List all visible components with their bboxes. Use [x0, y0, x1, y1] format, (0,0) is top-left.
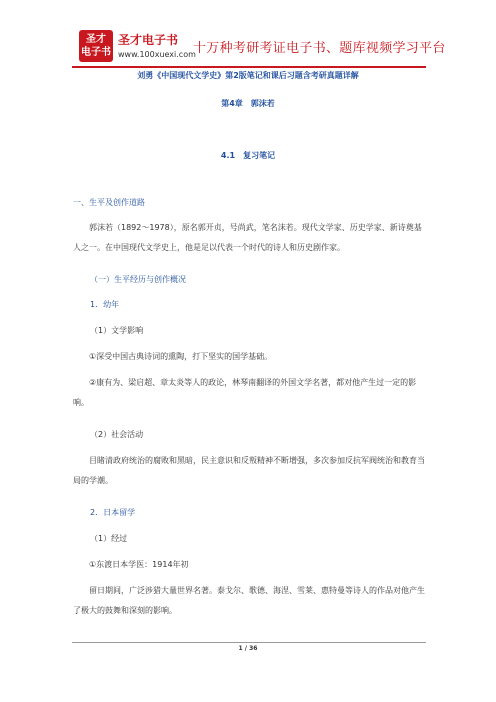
paragraph-social: 目睹清政府统治的腐败和黑暗，民主意识和反叛精神不断增强，多次参加反抗军阀统治和教育当局的学潮。	[73, 456, 425, 485]
chapter-heading: 第4章 郭沫若	[221, 99, 275, 108]
paragraph-intro: 郭沫若（1892～1978），原名郭开贞，号尚武，笔名沫若。现代文学家、历史学家、新诗奠基人之一。在中国现代文学史上，他是足以代表一个时代的诗人和历史剧作家。	[73, 223, 422, 252]
page-header	[0, 0, 496, 70]
item-experience: （1）经过	[90, 534, 128, 543]
heading-life: 一、生平及创作道路	[73, 198, 145, 207]
item-study-medicine: ①东渡日本学医：1914年初	[89, 560, 189, 569]
item-social-activities: （2）社会活动	[90, 430, 144, 439]
header-divider	[72, 66, 426, 68]
page-number: 1 / 36	[238, 645, 258, 652]
subheading-overview: （一）生平经历与创作概况	[90, 275, 186, 284]
subheading-childhood: 1．幼年	[90, 300, 120, 309]
subheading-japan: 2．日本留学	[90, 508, 136, 517]
item-political-essays: ②康有为、梁启超、章太炎等人的政论，林琴南翻译的外国文学名著，都对他产生过一定的影响。	[73, 378, 417, 407]
logo-line-2: 电子书	[81, 47, 111, 58]
logo-icon	[79, 30, 113, 62]
book-title: 刘勇《中国现代文学史》第2版笔记和课后习题含考研真题详解	[137, 71, 359, 80]
footer-divider	[72, 642, 426, 643]
brand-url: www.100xuexi.com	[118, 50, 196, 59]
header-slogan: 十万种考研考证电子书、题库视频学习平台	[193, 41, 446, 56]
brand-name: 圣才电子书	[118, 33, 179, 47]
paragraph-reading: 留日期间，广泛涉猎大量世界名著。泰戈尔、歌德、海涅、雪莱、惠特曼等诗人的作品对他产生了极大的鼓舞和深刻的影响。	[73, 586, 425, 615]
item-literary-influence: （1）文学影响	[90, 326, 144, 335]
item-classical-poetry: ①深受中国古典诗词的熏陶，打下坚实的国学基础。	[89, 352, 273, 361]
logo-line-1: 圣才	[86, 34, 106, 45]
section-heading: 4.1 复习笔记	[220, 151, 276, 160]
